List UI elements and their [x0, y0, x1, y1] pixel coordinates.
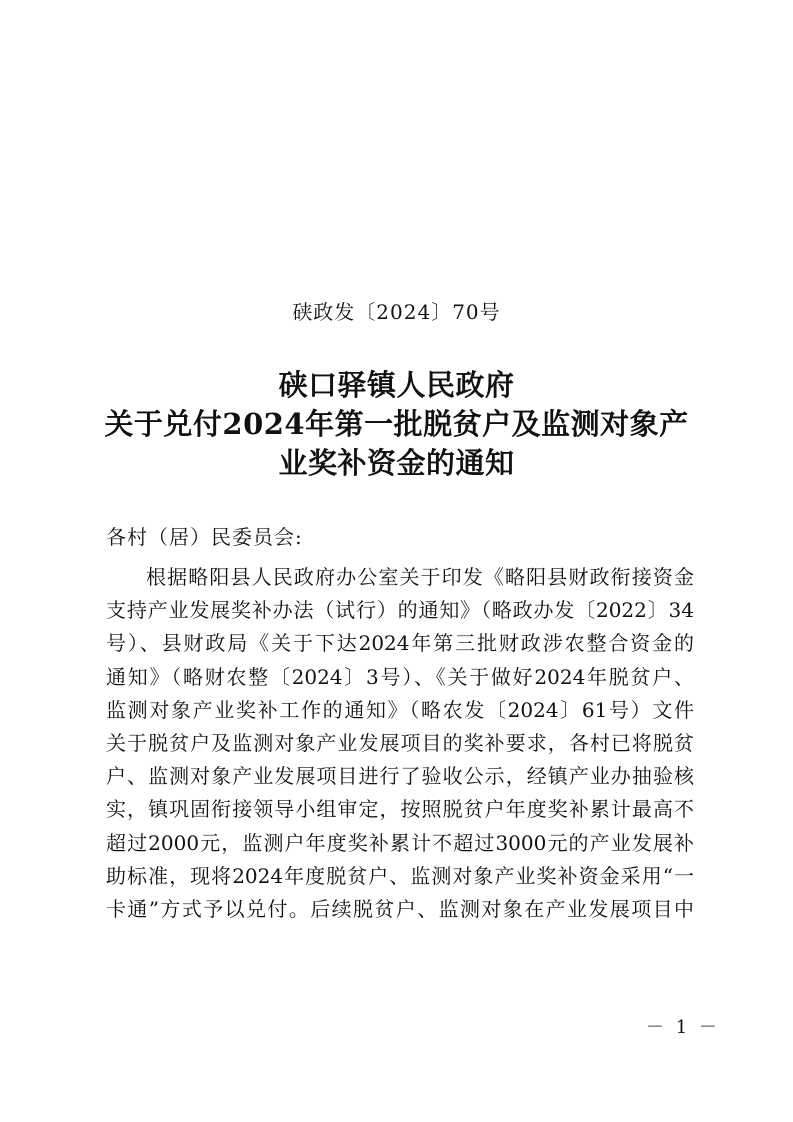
body-line: 超过2000元，监测户年度奖补累计不超过3000元的产业发展补	[106, 830, 694, 855]
body-line: 关于脱贫户及监测对象产业发展项目的奖补要求，各村已将脱贫	[106, 730, 694, 755]
page-number: － 1 －	[646, 1017, 720, 1038]
document-number: 硖政发〔2024〕70号	[292, 300, 501, 324]
body-line: 支持产业发展奖补办法（试行）的通知》（略政办发〔2022〕34	[106, 598, 694, 623]
body-line: 通知》（略财农整〔2024〕3号）、《关于做好2024年脱贫户、	[106, 664, 694, 689]
body-paragraph	[106, 561, 694, 926]
body-line: 监测对象产业奖补工作的通知》（略农发〔2024〕61号）文件	[106, 697, 694, 722]
body-line: 卡通”方式予以兑付。后续脱贫户、监测对象在产业发展项目中	[106, 896, 694, 921]
salutation: 各村（居）民委员会:	[106, 525, 303, 549]
body-line: 实，镇巩固衔接领导小组审定，按照脱贫户年度奖补累计最高不	[106, 797, 694, 822]
document-title	[0, 366, 793, 483]
body-line: 号）、县财政局《关于下达2024年第三批财政涉农整合资金的	[106, 631, 694, 656]
title-line: 关于兑付2024年第一批脱贫户及监测对象产	[104, 407, 689, 441]
title-line: 业奖补资金的通知	[278, 446, 515, 480]
title-line: 硖口驿镇人民政府	[278, 368, 515, 402]
body-line: 助标准，现将2024年度脱贫户、监测对象产业奖补资金采用“一	[106, 863, 694, 888]
body-line: 根据略阳县人民政府办公室关于印发《略阳县财政衔接资金	[146, 565, 694, 589]
body-line: 户、监测对象产业发展项目进行了验收公示，经镇产业办抽验核	[106, 764, 694, 789]
